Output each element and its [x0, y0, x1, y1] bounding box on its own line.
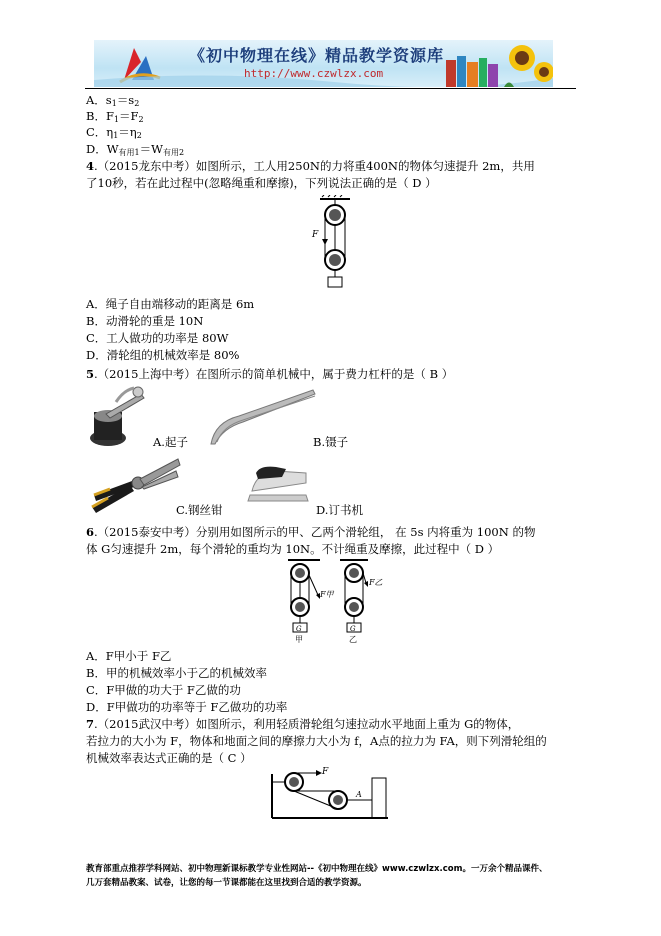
force-label: F — [312, 230, 319, 240]
pliers-image — [88, 455, 184, 515]
page-footer — [86, 862, 586, 890]
weight-label-yi: G — [350, 625, 356, 633]
footer-line2: 几万套精品教案、试卷，让您的每一节课都能在这里找到合适的教学资源。 — [86, 878, 367, 888]
q7-pulley-figure — [270, 764, 390, 822]
q5-label-c: C.钢丝钳 — [176, 503, 223, 517]
q4-option-b: B．动滑轮的重是 10N — [86, 314, 204, 328]
banner-url[interactable]: http://www.czwlzx.com — [244, 67, 384, 80]
q6-pulley-figure — [284, 557, 384, 643]
force-label: F — [322, 767, 329, 777]
force-label-yi: F乙 — [369, 578, 383, 587]
sunflower-icon — [504, 45, 553, 87]
q5-label-a: A.起子 — [153, 435, 188, 449]
q4-option-c: C．工人做功的功率是 80W — [86, 331, 229, 345]
books-icon — [446, 56, 498, 87]
q3-option-b: B．$F_1=F_2$ — [86, 109, 144, 124]
q4-option-d: D．滑轮组的机械效率是 80% — [86, 348, 240, 362]
q4-pulley-figure — [300, 195, 370, 291]
stapler-image — [246, 463, 312, 503]
point-a-label: A — [356, 790, 362, 799]
q3-option-a: A．$s_1=s_2$ — [86, 93, 140, 108]
weight-label-jia: G — [296, 625, 302, 633]
q6-stem-line1: 6.（2015泰安中考）分别用如图所示的甲、乙两个滑轮组， 在 5s 内将重为 100N 的物 — [86, 525, 536, 539]
q4-stem-line1: 4.（2015龙东中考）如图所示，工人用250N的力将重400N的物体匀速提升 2m，共用 — [86, 159, 535, 173]
figure-label-jia: 甲 — [295, 635, 303, 643]
bottle-opener-image — [86, 384, 152, 448]
q7-stem-line1: 7.（2015武汉中考）如图所示，利用轻质滑轮组匀速拉动水平地面上重为 G的物体， — [86, 717, 520, 731]
q7-stem-line2: 若拉力的大小为 F，物体和地面之间的摩擦力大小为 f，A点的拉力为 FA，则下列滑轮组的 — [86, 734, 547, 748]
q5-label-b: B.镊子 — [313, 435, 349, 449]
q6-option-b: B．甲的机械效率小于乙的机械效率 — [86, 666, 267, 680]
q5-label-d: D.订书机 — [316, 503, 363, 517]
q4-stem-line2: 了10秒，若在此过程中(忽略绳重和摩擦)，下列说法正确的是（ D ） — [86, 176, 437, 190]
q6-option-d: D．F甲做功的功率等于 F乙做功的功率 — [86, 700, 288, 714]
banner-title: 《初中物理在线》精品教学资源库 — [189, 46, 445, 65]
q3-option-d: D．$W_{有用1}=W_{有用2}$ — [86, 142, 185, 157]
q7-stem-line3: 机械效率表达式正确的是（ C ） — [86, 751, 252, 765]
q4-option-a: A．绳子自由端移动的距离是 6m — [86, 297, 255, 311]
q6-option-c: C．F甲做的功大于 F乙做的功 — [86, 683, 241, 697]
q6-stem-line2: 体 G匀速提升 2m，每个滑轮的重均为 10N。不计绳重及摩擦，此过程中（ D ） — [86, 542, 500, 556]
tweezers-image — [205, 386, 320, 446]
q6-option-a: A．F甲小于 F乙 — [86, 649, 172, 663]
q5-stem: 5.（2015上海中考）在图所示的简单机械中，属于费力杠杆的是（ B ） — [86, 367, 454, 381]
figure-label-yi: 乙 — [349, 635, 357, 643]
q3-option-c: C．$\eta_1=\eta_2$ — [86, 125, 142, 140]
header-divider — [85, 88, 576, 89]
footer-line1: 教育部重点推荐学科网站、初中物理新课标教学专业性网站--《初中物理在线》www.czwlzx.com。一万余个精品课件、 — [86, 864, 548, 874]
header-banner — [94, 40, 553, 87]
force-label-jia: F甲 — [320, 590, 334, 599]
